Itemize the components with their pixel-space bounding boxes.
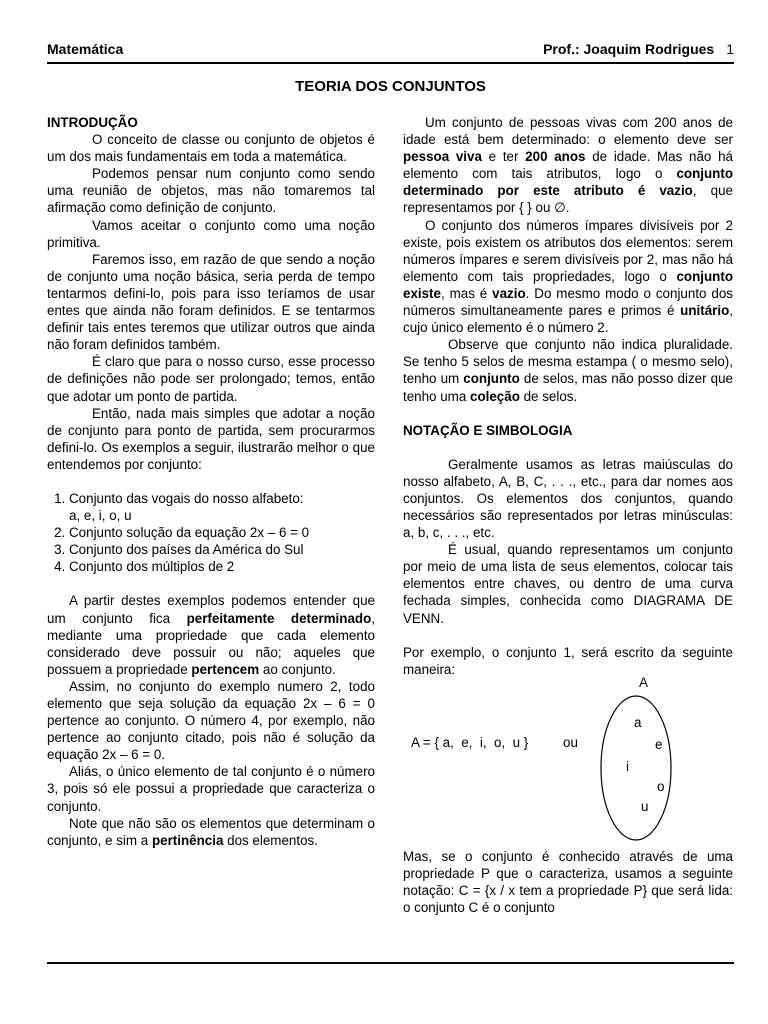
footer-rule <box>47 962 734 964</box>
venn-set-label: A <box>639 674 648 690</box>
venn-figure <box>403 674 733 848</box>
paragraph: É claro que para o nosso curso, esse processo de definições não pode ser prolongado; temos, então que adotar um ponto de partida. <box>47 354 375 404</box>
set-equation: A = { a, e, i, o, u } <box>411 734 529 750</box>
paragraph: Faremos isso, em razão de que sendo a noção de conjunto uma noção básica, seria perda de tempo tentarmos defini-lo, pois para isso teríamos de usar entes que ainda não foram definidos. E se tentarmos definir tais entes teremos que utilizar outros que ainda não foram definidos também. <box>47 251 375 353</box>
or-word: ou <box>563 734 578 750</box>
document-title: TEORIA DOS CONJUNTOS <box>295 78 486 95</box>
paragraph: Mas, se o conjunto é conhecido através de uma propriedade P que o caracteriza, usamos a seguinte notação: C = {x / x tem a propriedade P} que será lida: o conjunto C é o conjunto <box>403 848 733 916</box>
notation-heading: NOTAÇÃO E SIMBOLOGIA <box>403 422 573 438</box>
paragraph: Podemos pensar num conjunto como sendo uma reunião de objetos, mas não tomaremos tal afirmação como definição de conjunto. <box>47 166 375 216</box>
intro-heading: INTRODUÇÃO <box>47 115 138 130</box>
paragraph: Geralmente usamos as letras maiúsculas do nosso alfabeto, A, B, C, . . ., etc., para dar nomes aos conjuntos. Os elementos dos conjuntos, quando necessários são representados por letras minúsculas: a, b, c, . . ., etc. <box>403 456 733 541</box>
right-column <box>403 114 733 916</box>
left-column <box>47 114 375 849</box>
paragraph: Por exemplo, o conjunto 1, será escrito da seguinte maneira: <box>403 644 733 677</box>
examples-list <box>47 490 375 575</box>
list-subitem: a, e, i, o, u <box>69 508 132 524</box>
subject-label: Matemática <box>47 41 124 57</box>
paragraph: Assim, no conjunto do exemplo numero 2, todo elemento que seja solução da equação 2x – 6 = 0 pertence ao conjunto. O número 4, por exemplo, não pertence ao conjunto citado, pois não é solução da equação 2x – 6 = 0. <box>47 678 375 763</box>
list-item: 2. Conjunto solução da equação 2x – 6 = 0 <box>69 524 375 541</box>
paragraph: O conceito de classe ou conjunto de objetos é um dos mais fundamentais em toda a matemática. <box>47 132 375 165</box>
page-header <box>47 41 734 63</box>
venn-element: a <box>634 714 642 730</box>
paragraph: Aliás, o único elemento de tal conjunto é o número 3, pois só ele possui a propriedade que caracteriza o conjunto. <box>47 764 375 814</box>
list-item: 3. Conjunto dos países da América do Sul <box>69 541 375 558</box>
list-item: 4. Conjunto dos múltiplos de 2 <box>69 558 375 575</box>
paragraph: A partir destes exemplos podemos entender que um conjunto fica perfeitamente determinado, mediante uma propriedade que cada elemento considerado deve possuir ou não; aqueles que possuem a propriedade pertencem ao conjunto. <box>47 593 376 677</box>
venn-element: i <box>626 758 629 774</box>
paragraph: Observe que conjunto não indica pluralidade. Se tenho 5 selos de mesma estampa ( o mesmo selo), tenho um conjunto de selos, mas não posso dizer que tenho uma coleção de selos. <box>403 337 733 404</box>
paragraph: Note que não são os elementos que determinam o conjunto, e sim a pertinência dos elementos. <box>47 815 375 848</box>
paragraph: O conjunto dos números ímpares divisíveis por 2 existe, pois existem os atributos dos elementos: serem números ímpares e serem divisíveis por 2, mas não há elemento com tais propriedades, logo o conjunto existe, mas é vazio. Do mesmo modo o conjunto dos números simultaneamente pares e primos é unitário, cujo único elemento é o número 2. <box>403 217 733 336</box>
header-rule <box>47 62 734 64</box>
professor-name: Prof.: Joaquim Rodrigues <box>543 41 715 57</box>
page-number: 1 <box>726 41 734 57</box>
paragraph: Um conjunto de pessoas vivas com 200 anos de idade está bem determinado: o elemento deve ser pessoa viva e ter 200 anos de idade. Mas não há elemento com tais atributos, logo o conjunto determinado por este atributo é vazio, que representamos por { } ou ∅. <box>403 115 733 216</box>
venn-element: u <box>641 798 649 814</box>
paragraph: Então, nada mais simples que adotar a noção de conjunto para ponto de partida, sem procurarmos defini-lo. Os exemplos a seguir, ilustrarão melhor o que entendemos por conjunto: <box>47 405 375 472</box>
venn-element: e <box>655 736 663 752</box>
list-item: 1. Conjunto das vogais do nosso alfabeto: a, e, i, o, u <box>69 490 375 524</box>
paragraph: Vamos aceitar o conjunto como uma noção primitiva. <box>47 217 375 250</box>
professor-label <box>543 41 734 57</box>
paragraph: É usual, quando representamos um conjunto por meio de uma lista de seus elementos, colocar tais elementos entre chaves, ou dentro de uma curva fechada simples, conhecida como DIAGRAMA DE VENN. <box>403 542 733 626</box>
venn-element: o <box>657 778 665 794</box>
